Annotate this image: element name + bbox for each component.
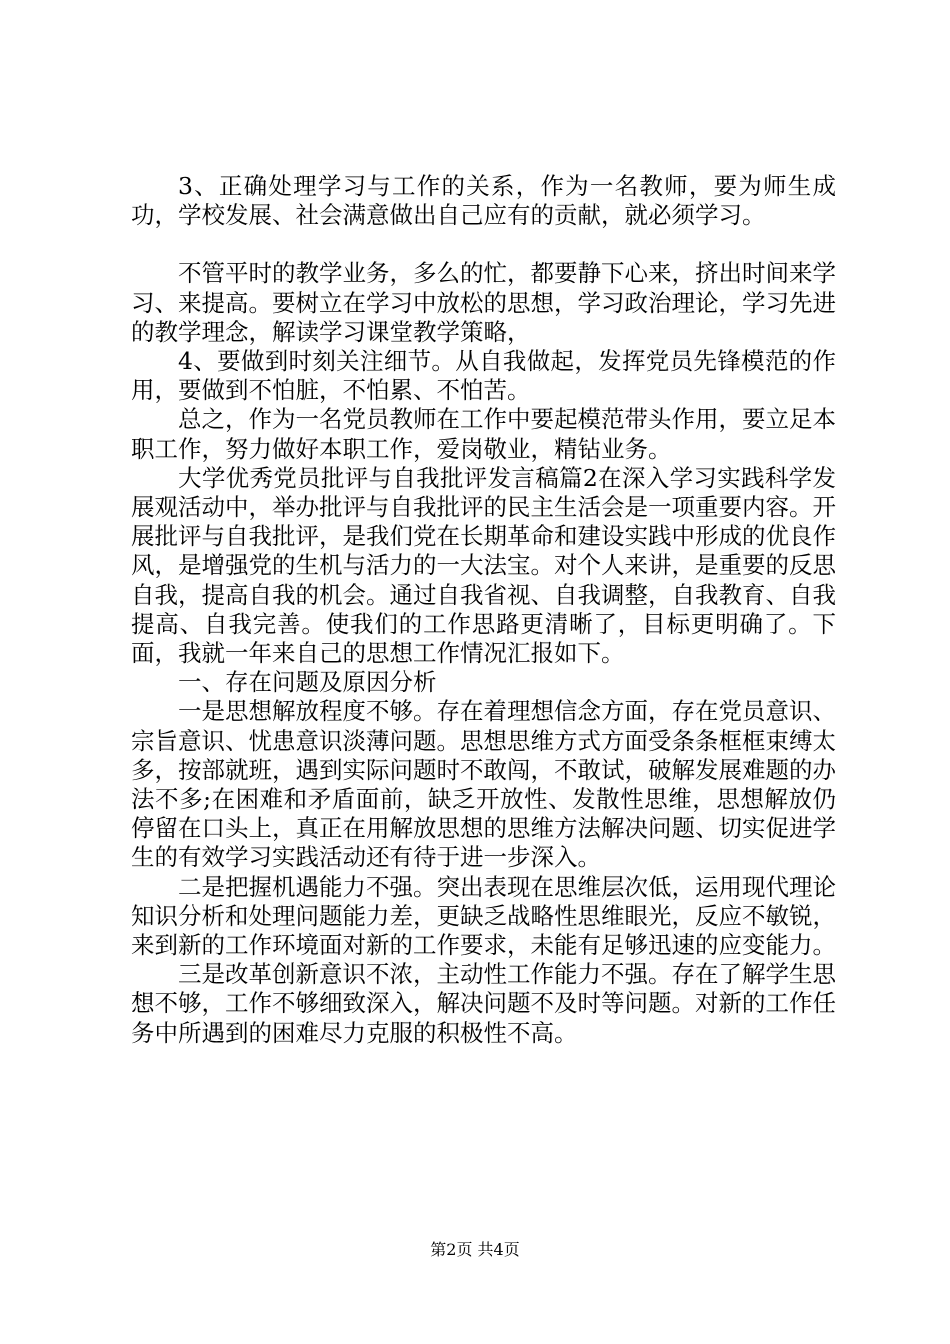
paragraph-9: 三是改革创新意识不浓，主动性工作能力不强。存在了解学生思想不够，工作不够细致深入，解决问题不及时等问题。对新的工作任务中所遇到的困难尽力克服的积极性不高。 <box>131 960 836 1047</box>
paragraph-4: 总之，作为一名党员教师在工作中要起模范带头作用，要立足本职工作，努力做好本职工作，爱岗敬业，精钻业务。 <box>131 405 836 463</box>
paragraph-7: 一是思想解放程度不够。存在着理想信念方面，存在党员意识、宗旨意识、忧患意识淡薄问题。思想思维方式方面受条条框框束缚太多，按部就班，遇到实际问题时不敢闯，不敢试，破解发展难题的办法不多;在困难和矛盾面前，缺乏开放性、发散性思维，思想解放仍停留在口头上，真正在用解放思想的思维方法解决问题、切实促进学生的有效学习实践活动还有待于进一步深入。 <box>131 697 836 872</box>
document-body <box>131 172 836 1048</box>
paragraph-2: 不管平时的教学业务，多么的忙，都要静下心来，挤出时间来学习、来提高。要树立在学习中放松的思想，学习政治理论，学习先进的教学理念，解读学习课堂教学策略， <box>131 259 836 346</box>
paragraph-5: 大学优秀党员批评与自我批评发言稿篇2在深入学习实践科学发展观活动中，举办批评与自我批评的民主生活会是一项重要内容。开展批评与自我批评，是我们党在长期革命和建设实践中形成的优良作风，是增强党的生机与活力的一大法宝。对个人来讲，是重要的反思自我，提高自我的机会。通过自我省视、自我调整，自我教育、自我提高、自我完善。使我们的工作思路更清晰了，目标更明确了。下面，我就一年来自己的思想工作情况汇报如下。 <box>131 463 836 668</box>
page-number-footer: 第2页 共4页 <box>430 1240 520 1259</box>
section-heading: 一、存在问题及原因分析 <box>178 668 437 697</box>
paragraph-3: 4、要做到时刻关注细节。从自我做起，发挥党员先锋模范的作用，要做到不怕脏，不怕累、不怕苦。 <box>131 347 836 405</box>
paragraph-1: 3、正确处理学习与工作的关系，作为一名教师，要为师生成功，学校发展、社会满意做出自己应有的贡献，就必须学习。 <box>131 172 836 230</box>
paragraph-8: 二是把握机遇能力不强。突出表现在思维层次低，运用现代理论知识分析和处理问题能力差，更缺乏战略性思维眼光，反应不敏锐，来到新的工作环境面对新的工作要求，未能有足够迅速的应变能力。 <box>131 872 836 960</box>
